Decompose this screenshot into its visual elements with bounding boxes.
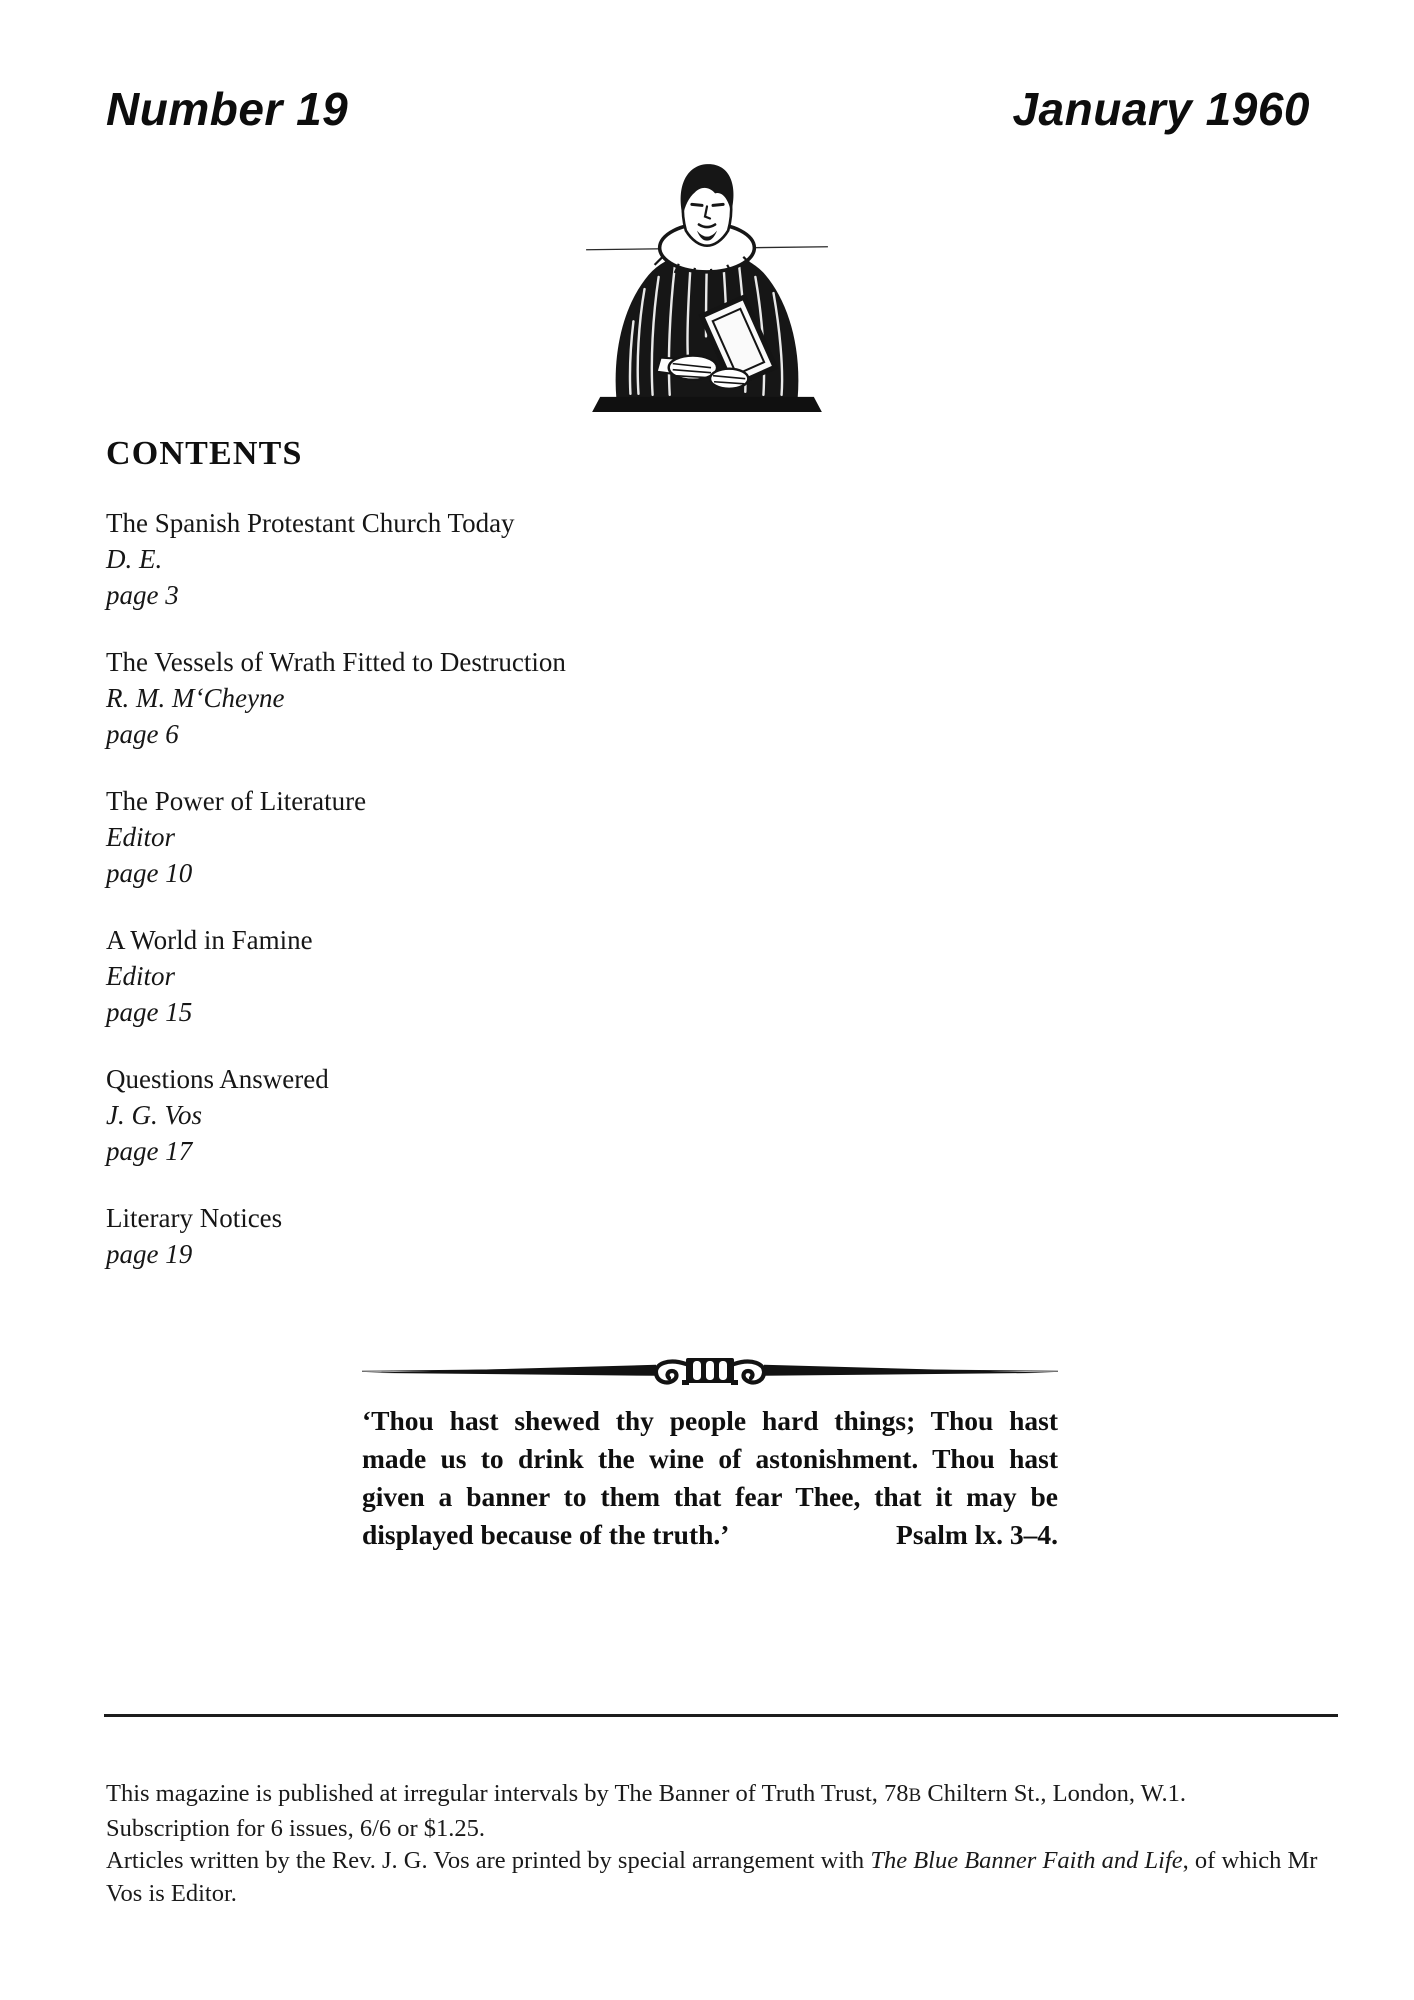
- toc-entry-title: The Power of Literature: [106, 786, 367, 817]
- ornamental-divider: [360, 1351, 1060, 1389]
- epigraph-line: made us to drink the wine of astonishment. Thou hast: [362, 1443, 1058, 1474]
- epigraph-line: given a banner to them that fear Thee, that it may be: [362, 1481, 1058, 1512]
- epigraph-line: ‘Thou hast shewed thy people hard things; Thou hast: [362, 1405, 1058, 1436]
- imprint: [106, 1778, 1351, 1910]
- toc-entry-page: page 17: [106, 1136, 193, 1167]
- puritan-minister-woodcut-icon: [586, 150, 828, 414]
- epigraph-quote: [362, 1402, 1058, 1554]
- masthead: [106, 84, 1310, 135]
- toc-entry-author: D. E.: [106, 544, 163, 575]
- toc-entry-page: page 15: [106, 997, 193, 1028]
- toc-entry-author: Editor: [106, 961, 176, 992]
- imprint-subscription-line: Subscription for 6 issues, 6/6 or $1.25.: [106, 1814, 486, 1842]
- toc-entry-page: page 10: [106, 858, 193, 889]
- toc-entry: [106, 922, 726, 1030]
- toc-entry-title: A World in Famine: [106, 925, 313, 956]
- toc-entry: [106, 505, 726, 613]
- table-of-contents: [106, 434, 726, 1303]
- puritan-portrait-illustration: [586, 150, 828, 414]
- toc-entry-title: Literary Notices: [106, 1203, 283, 1234]
- epigraph-line: displayed because of the truth.’: [362, 1519, 730, 1550]
- toc-entry-author: R. M. M‘Cheyne: [106, 683, 285, 714]
- toc-entry: [106, 783, 726, 891]
- toc-entry-page: page 19: [106, 1239, 193, 1270]
- toc-entry-page: page 3: [106, 580, 179, 611]
- toc-entry: [106, 1061, 726, 1169]
- toc-entry-page: page 6: [106, 719, 179, 750]
- issue-date: January 1960: [1012, 83, 1310, 135]
- toc-entry-title: The Vessels of Wrath Fitted to Destruction: [106, 647, 566, 678]
- ornamental-divider-icon: [360, 1351, 1060, 1389]
- toc-entry: [106, 644, 726, 752]
- footer-divider-rule: [104, 1714, 1338, 1717]
- issue-number: Number 19: [106, 83, 349, 135]
- toc-entry-title: Questions Answered: [106, 1064, 329, 1095]
- epigraph-citation: Psalm lx. 3–4.: [896, 1519, 1058, 1550]
- imprint-publisher-line: This magazine is published at irregular intervals by The Banner of Truth Trust, 78B Chiltern St., London, W.1.: [106, 1780, 1187, 1807]
- imprint-articles-line: Articles written by the Rev. J. G. Vos are printed by special arrangement with The Blue Banner Faith and Life, of which Mr Vos is Editor.: [106, 1847, 1318, 1907]
- toc-entry-title: The Spanish Protestant Church Today: [106, 508, 515, 539]
- toc-entry-author: J. G. Vos: [106, 1100, 202, 1131]
- publication-title: The Blue Banner Faith and Life: [870, 1847, 1183, 1874]
- toc-entry: [106, 1200, 726, 1272]
- contents-heading: CONTENTS: [106, 435, 303, 472]
- toc-entry-author: Editor: [106, 822, 176, 853]
